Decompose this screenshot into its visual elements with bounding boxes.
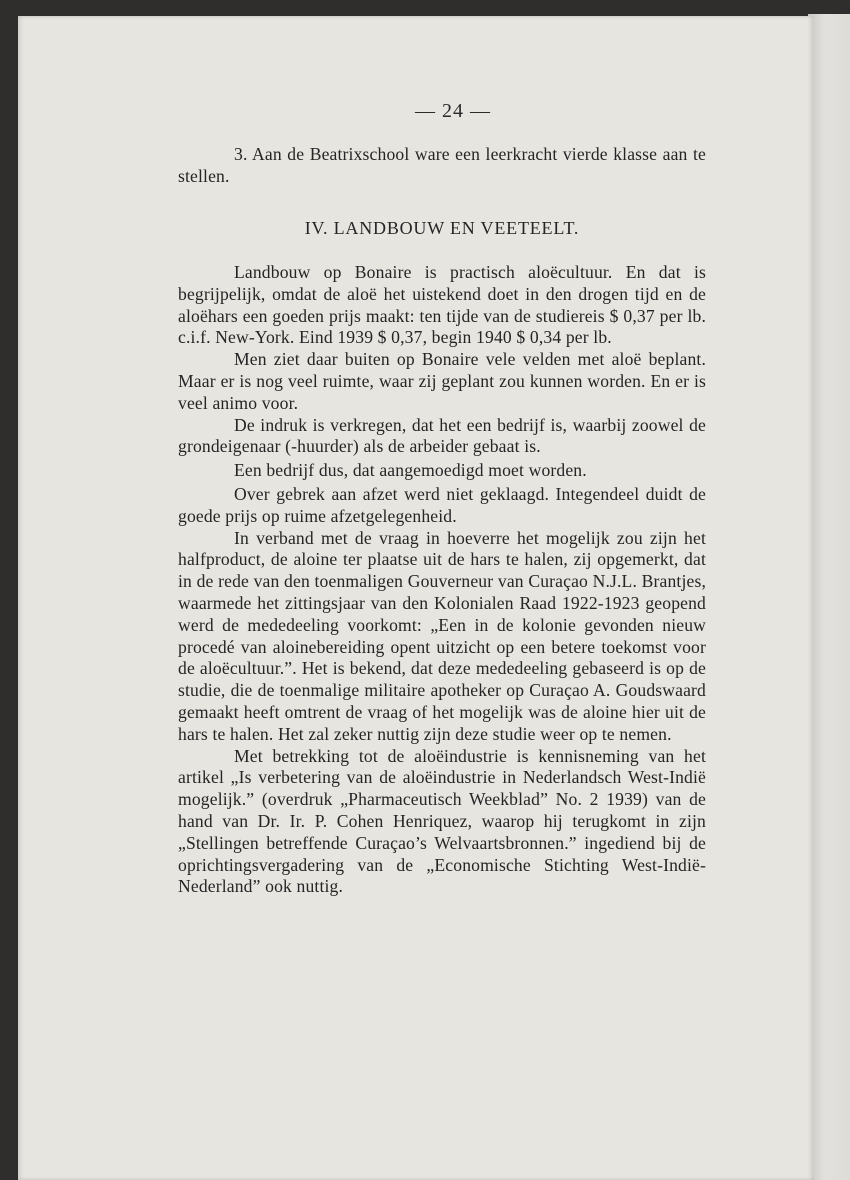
- paragraph-article: Met betrekking tot de aloëindustrie is kennisneming van het artikel „Is verbetering van de aloëindustrie in Nederlandsch West-Indië mogelijk.” (overdruk „Pharmaceutisch Weekblad” No. 2 1939) van de hand van Dr. Ir. P. Cohen Henriquez, waarop hij terugkomt in zijn „Stellingen betreffende Curaçao’s Welvaartsbronnen.” ingediend bij de oprichtingsvergadering van de „Economische Stichting West-Indië-Nederland” ook nuttig.: [178, 745, 706, 897]
- intro-text: [178, 144, 706, 188]
- paragraph-impression: De indruk is verkregen, dat het een bedrijf is, waarbij zoowel de grondeigenaar (-huurder) als de arbeider gebaat is.: [178, 414, 706, 457]
- paragraph-agriculture: Landbouw op Bonaire is practisch aloëcultuur. En dat is begrijpelijk, omdat de aloë het uistekend doet in den drogen tijd en de aloëhars een goeden prijs maakt: ten tijde van de studiereis $ 0,37 per lb. c.i.f. New-York. Eind 1939 $ 0,37, begin 1940 $ 0,34 per lb.: [178, 262, 706, 348]
- intro-paragraph: 3. Aan de Beatrixschool ware een leerkracht vierde klasse aan te stellen.: [178, 144, 706, 186]
- paragraph-encouraged: Een bedrijf dus, dat aangemoedigd moet worden.: [234, 460, 587, 481]
- page-number: — 24 —: [415, 100, 491, 122]
- paragraph-market: Over gebrek aan afzet werd niet geklaagd. Integendeel duidt de goede prijs op ruime afzetgelegenheid.: [178, 483, 706, 526]
- adjacent-page-edge: [808, 14, 850, 1180]
- section-heading: IV. LANDBOUW EN VEETEELT.: [304, 218, 580, 238]
- body-text: [178, 262, 706, 898]
- paragraph-aloine: In verband met de vraag in hoeverre het mogelijk zou zijn het halfproduct, de aloine ter plaatse uit de hars te halen, zij opgemerkt, dat in de rede van den toenmaligen Gouverneur van Curaçao N.J.L. Brantjes, waarmede het zittingsjaar van den Kolonialen Raad 1922-1923 geopend werd de mededeeling voorkomt: „Een in de kolonie gevonden nieuw procedé van aloinebereiding opent uitzicht op een betere toekomst voor de aloëcultuur.”. Het is bekend, dat deze mededeeling gebaseerd is op de studie, die de toenmalige militaire apotheker op Curaçao A. Goudswaard gemaakt heeft omtrent de vraag of het mogelijk was de aloine hier uit de hars te halen. Het zal zeker nuttig zijn deze studie weer op te nemen.: [178, 527, 706, 744]
- paragraph-fields: Men ziet daar buiten op Bonaire vele velden met aloë beplant. Maar er is nog veel ruimte, waar zij geplant zou kunnen worden. En er is veel animo voor.: [178, 349, 706, 413]
